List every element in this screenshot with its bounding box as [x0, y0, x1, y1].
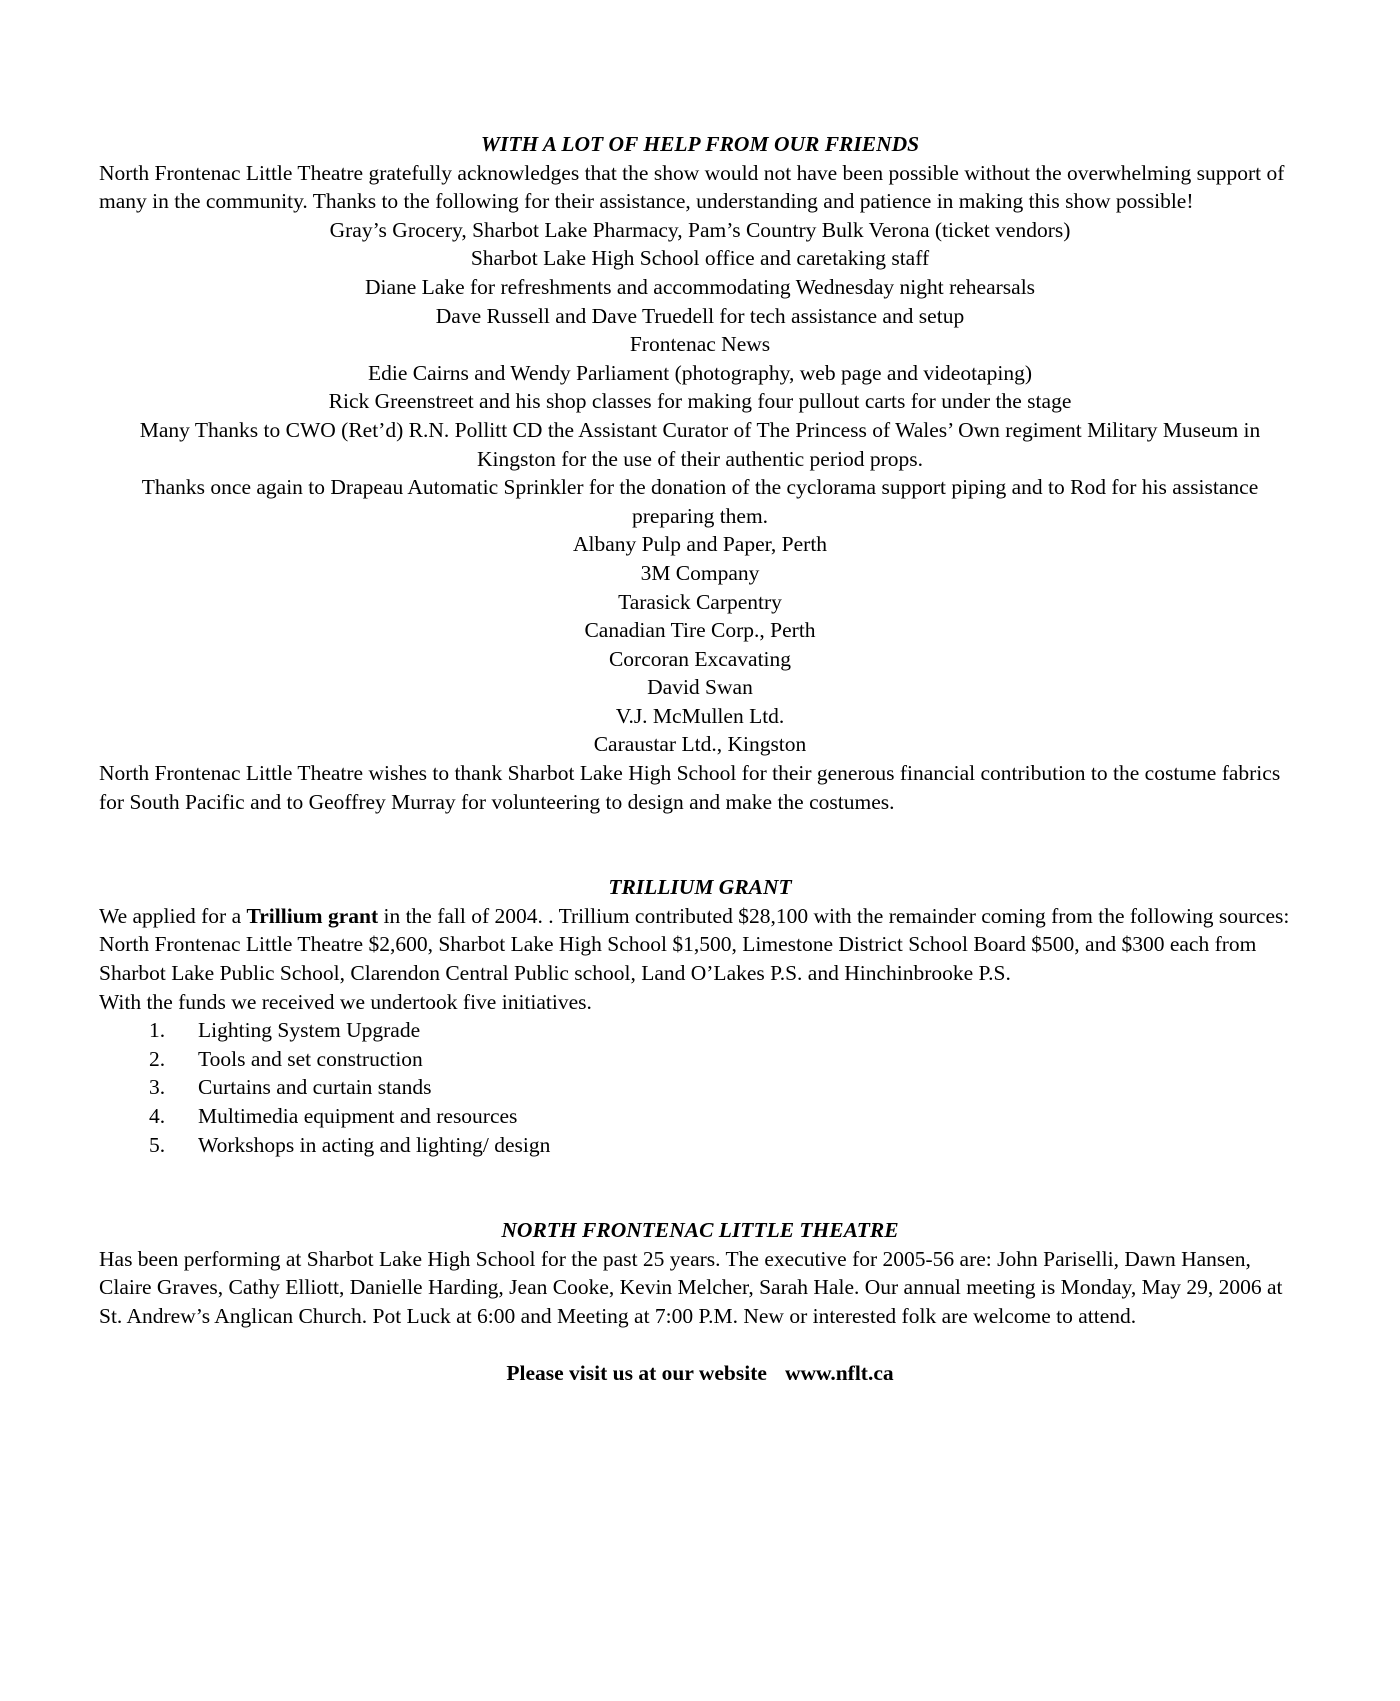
thanks-line: Corcoran Excavating: [608, 646, 792, 671]
thanks-line: Caraustar Ltd., Kingston: [593, 732, 807, 757]
section-gap: [99, 1159, 1301, 1216]
list-item: [99, 1102, 1301, 1131]
list-item: [99, 1045, 1301, 1074]
list-number: 1.: [149, 1018, 166, 1043]
website-url[interactable]: www.nflt.ca: [784, 1360, 894, 1385]
thanks-line: David Swan: [647, 675, 753, 700]
list-item-text: Tools and set construction: [198, 1046, 423, 1071]
list-item: [99, 1016, 1301, 1045]
friends-intro: North Frontenac Little Theatre gratefully acknowledges that the show would not have been possible without the overwhelming support of many in the community. Thanks to the following for their assistance, understanding and patience in making this show possible!: [99, 160, 1285, 214]
list-number: 4.: [149, 1104, 166, 1128]
thanks-line: Rick Greenstreet and his shop classes for making four pullout carts for under the stage: [328, 389, 1072, 414]
website-line: [99, 1359, 1301, 1388]
list-item: [99, 1131, 1301, 1160]
thanks-line: Diane Lake for refreshments and accommodating Wednesday night rehearsals: [364, 274, 1036, 299]
list-number: 3.: [149, 1075, 166, 1100]
thanks-line: V.J. McMullen Ltd.: [615, 703, 785, 728]
thanks-line: Canadian Tire Corp., Perth: [584, 618, 816, 643]
list-item-text: Workshops in acting and lighting/ design: [198, 1132, 551, 1157]
list-number: 5.: [149, 1132, 166, 1157]
thanks-line: Sharbot Lake High School office and caretaking staff: [470, 246, 930, 271]
thanks-line: Albany Pulp and Paper, Perth: [572, 532, 828, 557]
nflt-section: [99, 1216, 1301, 1330]
thanks-line: Gray’s Grocery, Sharbot Lake Pharmacy, Pam’s Country Bulk Verona (ticket vendors): [329, 217, 1071, 242]
list-number: 2.: [149, 1046, 166, 1071]
trillium-text-start: We applied for a: [99, 903, 247, 928]
trillium-section: [99, 873, 1301, 1159]
section-gap: [99, 816, 1301, 873]
list-item-text: Multimedia equipment and resources: [198, 1104, 518, 1128]
thanks-line: 3M Company: [640, 560, 760, 585]
friends-closing: North Frontenac Little Theatre wishes to thank Sharbot Lake High School for their generous financial contribution to the costume fabrics for South Pacific and to Geoffrey Murray for volunteering to design and make the costumes.: [99, 761, 1281, 814]
initiatives-intro: With the funds we received we undertook five initiatives.: [99, 989, 592, 1014]
trillium-paragraph: [99, 902, 1301, 988]
list-item-text: Curtains and curtain stands: [198, 1075, 432, 1100]
trillium-grant-bold: Trillium grant: [246, 903, 379, 928]
thanks-line: Dave Russell and Dave Truedell for tech assistance and setup: [435, 303, 965, 328]
thanks-line: Frontenac News: [629, 332, 771, 357]
friends-section: [99, 130, 1301, 816]
website-label: Please visit us at our website: [506, 1360, 767, 1385]
trillium-heading: TRILLIUM GRANT: [608, 875, 792, 900]
nflt-body: Has been performing at Sharbot Lake High School for the past 25 years. The executive for 2005-56 are: John Pariselli, Dawn Hansen, Claire Graves, Cathy Elliott, Danielle Harding, Jean Cooke, Kevin Melcher, Sarah Hale. Our annual meeting is Monday, May 29, 2006 at St. Andrew’s Anglican Church. Pot Luck at 6:00 and Meeting at 7:00 P.M. New or interested folk are welcome to attend.: [99, 1246, 1283, 1328]
list-item-text: Lighting System Upgrade: [198, 1018, 421, 1043]
thanks-line: Edie Cairns and Wendy Parliament (photography, web page and videotaping): [368, 360, 1032, 385]
thanks-line: Thanks once again to Drapeau Automatic Sprinkler for the donation of the cyclorama support piping and to Rod for his assistance preparing them.: [141, 475, 1259, 528]
trillium-text-end: in the fall of 2004. . Trillium contributed $28,100 with the remainder coming from the following sources: North Frontenac Little Theatre $2,600, Sharbot Lake High School $1,500, Limestone District School Board $500, and $300 each from Sharbot Lake Public School, Clarendon Central Public school, Land O’Lakes P.S. and Hinchinbrooke P.S.: [99, 903, 1290, 986]
friends-heading: WITH A LOT OF HELP FROM OUR FRIENDS: [480, 132, 920, 156]
nflt-heading: NORTH FRONTENAC LITTLE THEATRE: [501, 1218, 899, 1243]
initiatives-list: [99, 1016, 1301, 1159]
document-page: [99, 130, 1301, 1387]
list-item: [99, 1073, 1301, 1102]
thanks-line: Many Thanks to CWO (Ret’d) R.N. Pollitt CD the Assistant Curator of The Princess of Wales’ Own regiment Military Museum in Kingston for the use of their authentic period props.: [139, 417, 1261, 471]
thanks-line: Tarasick Carpentry: [618, 589, 782, 614]
section-gap: [99, 1331, 1301, 1359]
